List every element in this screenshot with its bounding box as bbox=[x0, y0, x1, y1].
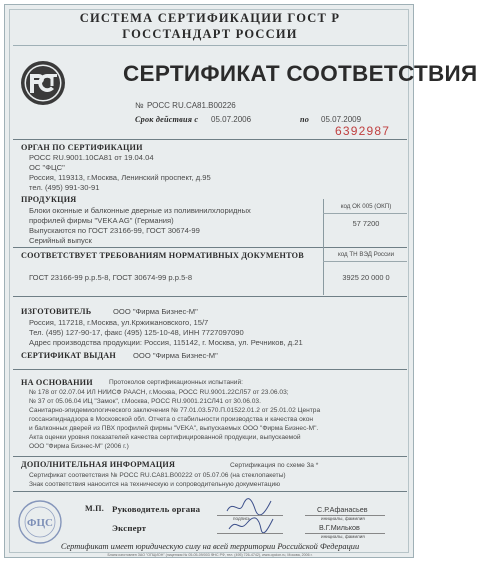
expert-caption: инициалы, фамилия bbox=[321, 534, 365, 539]
manufacturer-line: Тел. (495) 127-90-17, факс (495) 125-10-48, ИНН 7727097090 bbox=[29, 328, 244, 337]
svg-text:ФЦС: ФЦС bbox=[27, 517, 53, 529]
valid-to: 05.07.2009 bbox=[321, 115, 362, 124]
head-caption: инициалы, фамилия bbox=[321, 516, 365, 521]
issued-name: ООО "Фирма Бизнес-М" bbox=[133, 351, 218, 360]
product-line: профилей фирмы "VEKA AG" (Германия) bbox=[29, 216, 174, 225]
basis-intro: Протоколов сертификационных испытаний: bbox=[109, 379, 243, 386]
expert-name: В.Г.Мильков bbox=[319, 523, 360, 532]
product-line: Серийный выпуск bbox=[29, 236, 92, 245]
manufacturer-heading: ИЗГОТОВИТЕЛЬ bbox=[21, 307, 92, 316]
expert-signature-icon bbox=[227, 515, 275, 535]
additional-line: Сертификат соответствия № РОСС RU.CA81.B00222 от 05.07.06 (на стеклопакеты) bbox=[29, 472, 286, 479]
product-heading: ПРОДУКЦИЯ bbox=[21, 195, 77, 204]
organ-line: РОСС RU.9001.10СА81 от 19.04.04 bbox=[29, 153, 154, 162]
basis-line: № 37 от 05.06.04 ИЦ "Замок", г.Москва, РОСС RU.9001.21СЛ41 от 30.06.03. bbox=[29, 398, 261, 405]
head-signature-icon bbox=[225, 495, 273, 517]
divider bbox=[13, 369, 407, 370]
okp-value: 57 7200 bbox=[352, 219, 380, 228]
manufacturer-name: ООО "Фирма Бизнес-М" bbox=[113, 307, 198, 316]
divider bbox=[13, 491, 407, 492]
basis-line: госсанэпиднадзора в Московской обл. Отчета о стабильности производства и качества окон bbox=[29, 416, 314, 423]
code-box-divider bbox=[323, 247, 324, 295]
product-line: Блоки оконные и балконные дверные из поливинилхлоридных bbox=[29, 206, 251, 215]
certificate bbox=[4, 4, 477, 558]
divider bbox=[323, 213, 407, 214]
legal-footer: Сертификат имеет юридическую силу на всей территории Российской Федерации bbox=[60, 542, 360, 551]
product-line: Выпускаются по ГОСТ 23166-99, ГОСТ 30674-99 bbox=[29, 226, 200, 235]
sign-caption: подпись bbox=[233, 516, 251, 521]
certification-scheme: Сертификация по схеме 3а * bbox=[230, 462, 319, 469]
requirements-heading: СООТВЕТСТВУЕТ ТРЕБОВАНИЯМ НОРМАТИВНЫХ ДОКУМЕНТОВ bbox=[21, 251, 304, 260]
agency-title: ГОССТАНДАРТ РОССИИ bbox=[122, 27, 298, 41]
validity-label: Срок действия с bbox=[135, 115, 199, 124]
organ-line: тел. (495) 991-30-91 bbox=[29, 183, 100, 192]
number-prefix: № bbox=[135, 101, 144, 110]
serial-number: 6392987 bbox=[335, 124, 391, 138]
certificate-number: РОСС RU.CA81.B00226 bbox=[147, 101, 236, 110]
official-seal-icon bbox=[17, 499, 63, 545]
basis-line: и балконных дверей из ПВХ профилей фирмы "VEKA", выпускаемых ООО "Фирма Бизнес-М". bbox=[29, 425, 319, 432]
basis-line: Санитарно-эпидемиологического заключения № 77.01.03.570.П.01522.01.2 от 25.01.02 Центра bbox=[29, 407, 321, 414]
okp-label: код ОК 005 (ОКП) bbox=[340, 203, 392, 210]
manufacturer-line: Россия, 117218, г.Москва, ул.Кржижановского, 15/7 bbox=[29, 318, 209, 327]
additional-line: Знак соответствия наносится на техническую и сопроводительную документацию bbox=[29, 481, 281, 488]
validity-to-label: по bbox=[300, 115, 310, 124]
tnved-label: код ТН ВЭД России bbox=[337, 251, 395, 258]
pct-mark-icon bbox=[19, 59, 67, 107]
divider bbox=[13, 247, 407, 248]
divider bbox=[13, 139, 407, 140]
basis-line: ООО "Фирма Бизнес-М" (2006 г.) bbox=[29, 443, 129, 450]
valid-from: 05.07.2006 bbox=[211, 115, 252, 124]
organ-line: ОС "ФЦС" bbox=[29, 163, 65, 172]
code-box-divider bbox=[323, 199, 324, 247]
system-title: СИСТЕМА СЕРТИФИКАЦИИ ГОСТ Р bbox=[79, 11, 341, 25]
issued-heading: СЕРТИФИКАТ ВЫДАН bbox=[21, 351, 116, 360]
tnved-value: 3925 20 000 0 bbox=[342, 273, 390, 282]
manufacturer-line: Адрес производства продукции: Россия, 115142, г. Москва, ул. Речников, д.21 bbox=[29, 338, 303, 347]
organ-line: Россия, 119313, г.Москва, Ленинский проспект, д.95 bbox=[29, 173, 211, 182]
mp-label: М.П. bbox=[85, 504, 104, 513]
printer-note: Бланк изготовлен ЗАО "ОПЦИОН" (лицензия № 05-05-09/003 ФНС РФ, тел. (495) 726-4742), www.opcion.ru, Москва, 2006 г. bbox=[107, 553, 313, 557]
requirements-text: ГОСТ 23166-99 р.р.5-8, ГОСТ 30674-99 р.р.5-8 bbox=[29, 273, 193, 282]
organ-heading: ОРГАН ПО СЕРТИФИКАЦИИ bbox=[21, 143, 143, 152]
additional-heading: ДОПОЛНИТЕЛЬНАЯ ИНФОРМАЦИЯ bbox=[21, 460, 176, 469]
divider bbox=[13, 45, 407, 46]
basis-line: № 178 от 02.07.04 ИЛ НИИСФ РААСН, г.Москва, РОСС RU.9001.22СЛ57 от 23.06.03; bbox=[29, 389, 289, 396]
divider bbox=[13, 456, 407, 457]
sign-line bbox=[217, 533, 283, 534]
head-name: С.Р.Афанасьев bbox=[317, 505, 368, 514]
divider bbox=[13, 296, 407, 297]
expert-label: Эксперт bbox=[112, 523, 147, 533]
basis-line: Акта оценки уровня показателей качества сертифицированной продукции, выпускаемой bbox=[29, 434, 301, 441]
certificate-title: СЕРТИФИКАТ СООТВЕТСТВИЯ bbox=[123, 61, 477, 86]
divider bbox=[323, 261, 407, 262]
head-label: Руководитель органа bbox=[112, 504, 201, 514]
basis-heading: НА ОСНОВАНИИ bbox=[21, 378, 93, 387]
